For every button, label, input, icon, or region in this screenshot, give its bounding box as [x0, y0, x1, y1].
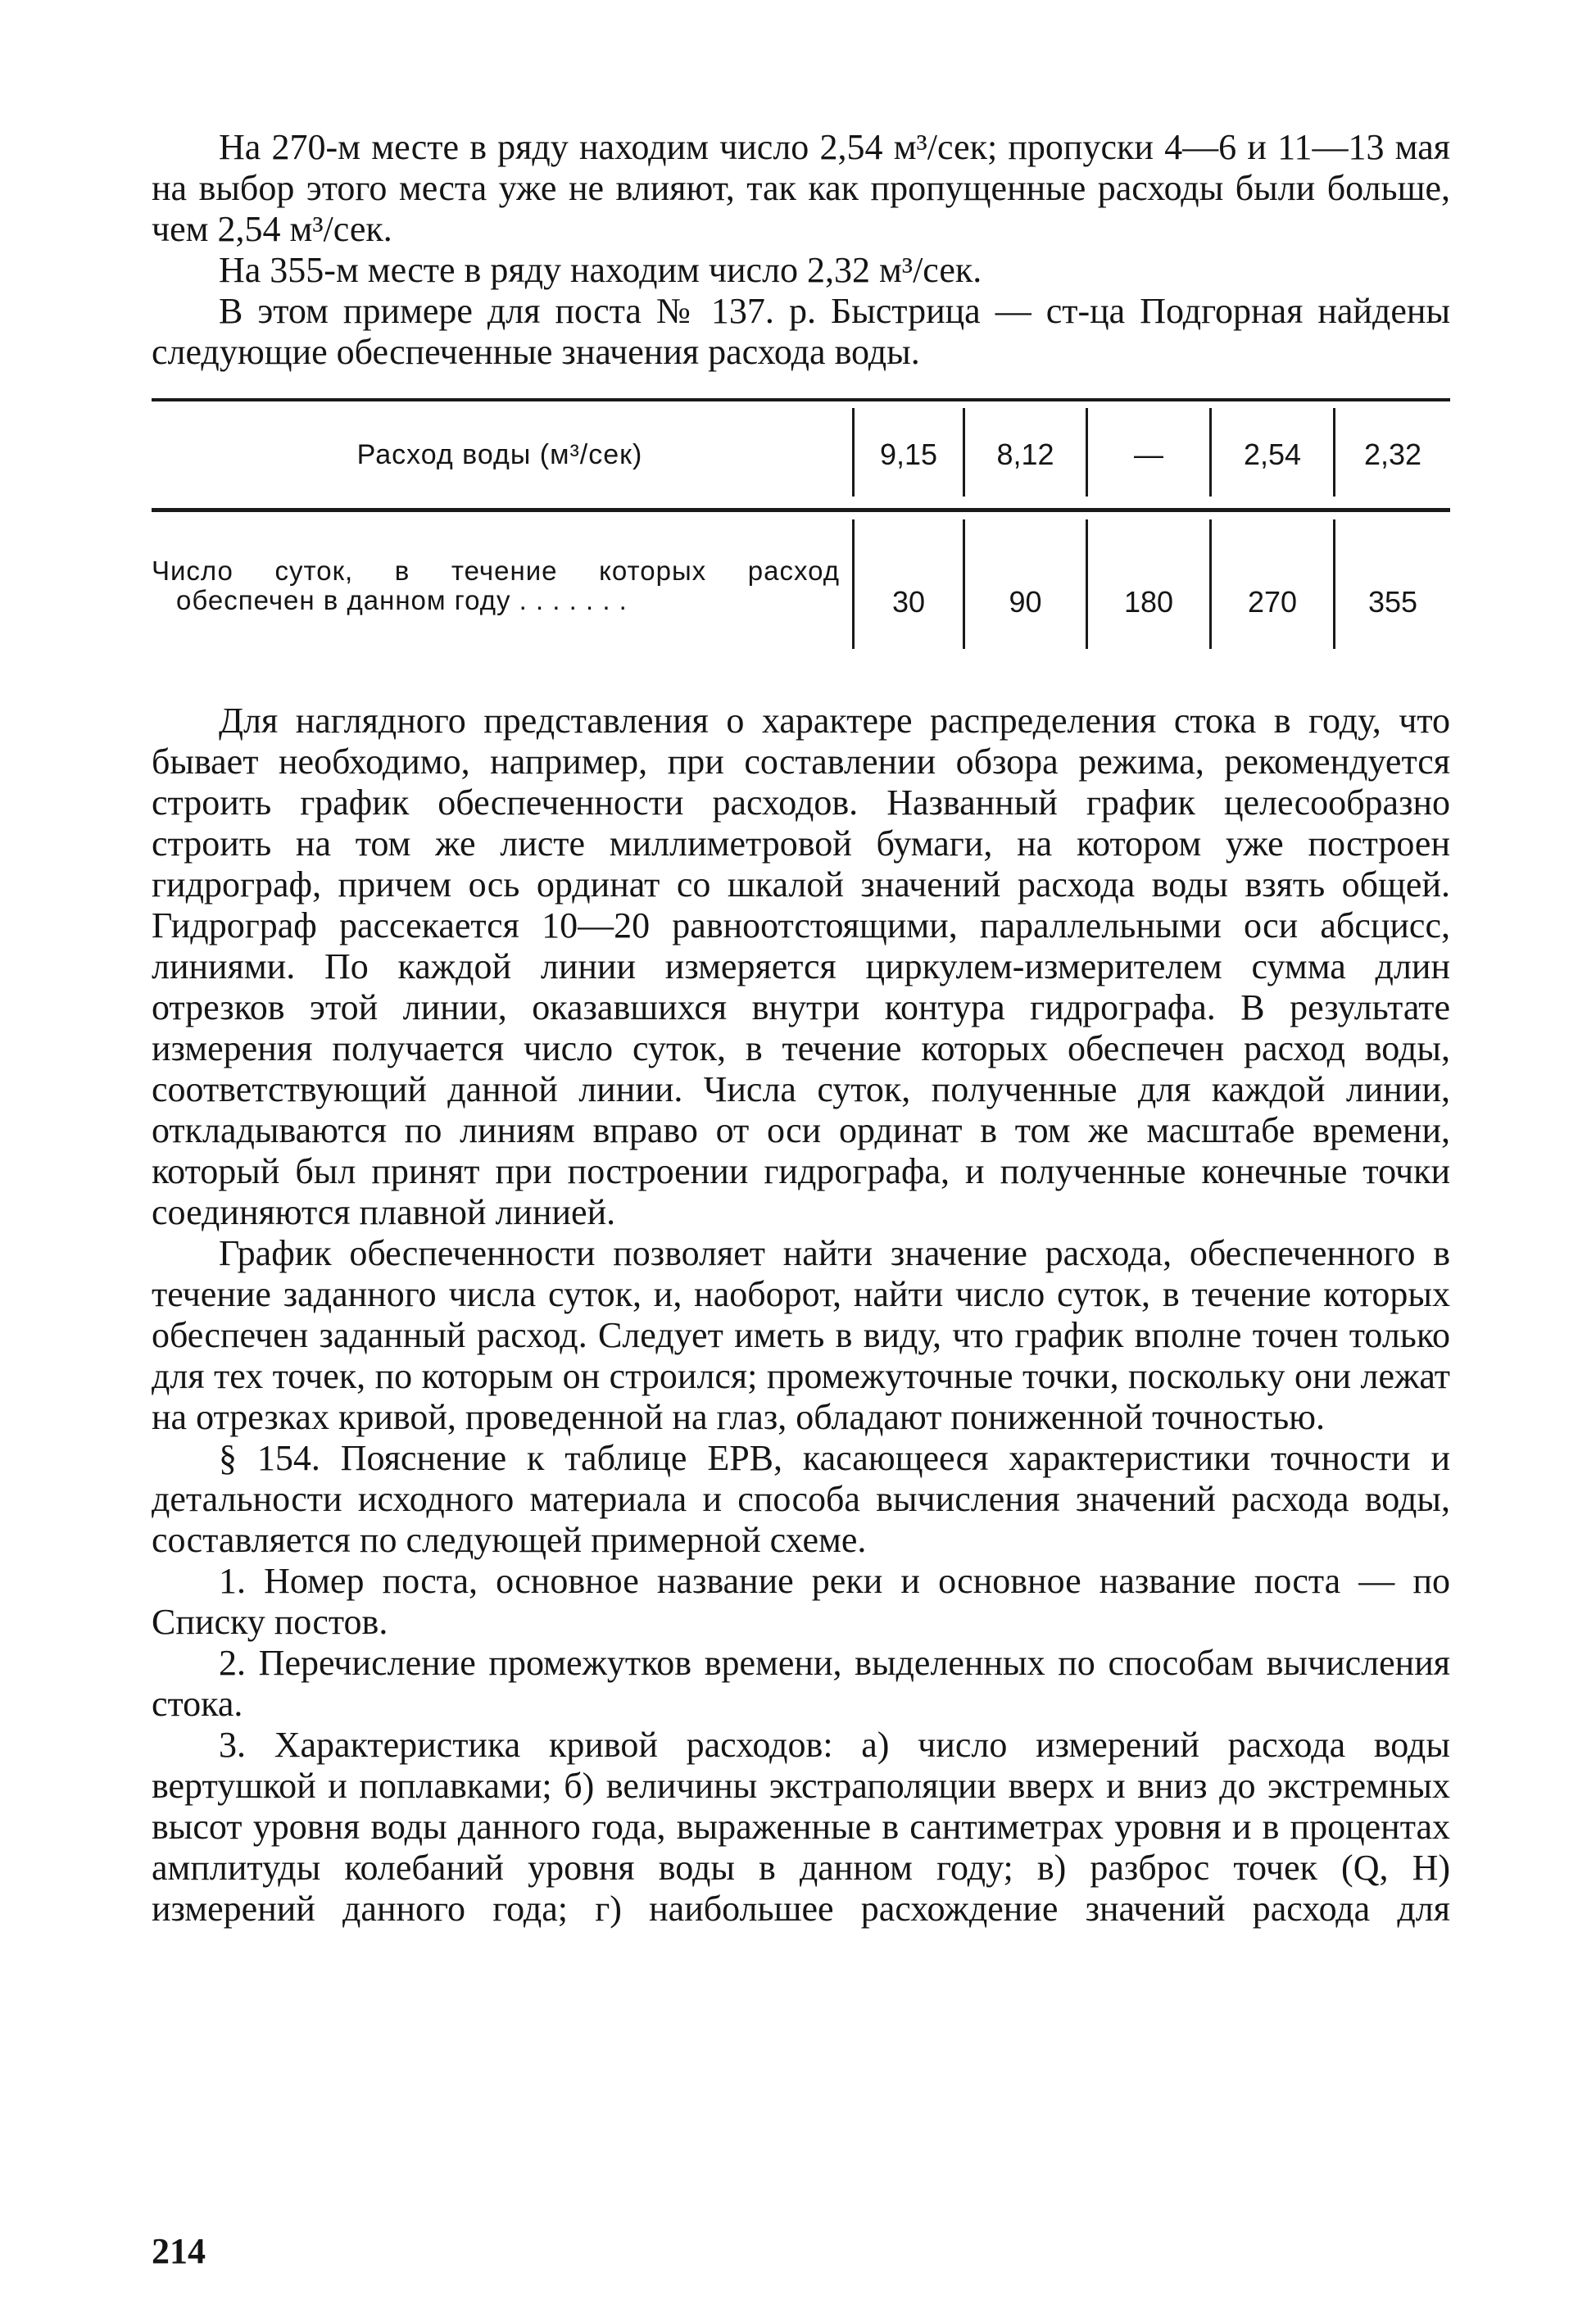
table-vline [852, 519, 855, 649]
list-item: 1. Номер поста, основное название реки и основное название поста — по Списку постов. [152, 1561, 1450, 1642]
intro-text [152, 127, 1450, 373]
row-days-label [152, 556, 840, 615]
paragraph-graph-construction: Для наглядного представления о характере распределения стока в году, что бывает необходимо, например, при составлении обзора режима, рекомендуется строить график обеспеченности расходов. Названный график целесообразно строить на том же листе миллиметровой бумаги, на котором уже построен гидрограф, причем ось ординат со шкалой значений расхода воды взять общей. Гидрограф рассекается 10—20 равноотстоящими, параллельными оси абсцисс, линиями. По каждой линии измеряется циркулем-измерителем сумма длин отрезков этой линии, оказавшихся внутри контура гидрографа. В результате измерения получается число суток, в течение которых обеспечен расход воды, соответствующий данной линии. Числа суток, полученные для каждой линии, откладываются по линиям вправо от оси ординат в том же масштабе времени, который был принят при построении гидрографа, и полученные конечные точки соединяются плавной линией. [152, 701, 1450, 1232]
table-vline [963, 519, 965, 649]
table-vline [1333, 519, 1335, 649]
paragraph-355: На 355-м месте в ряду находим число 2,32 м³/сек. [219, 250, 982, 290]
header-discharge-label: Расход воды (м³/сек) [356, 439, 643, 470]
table-middle-rule [152, 508, 1450, 512]
header-value: — [1134, 438, 1163, 471]
scheme-list [152, 1561, 1450, 1930]
paragraph-section-154: § 154. Пояснение к таблице ЕРВ, касающееся характеристики точности и детальности исходного материала и способа вычисления значений расхода воды, составляется по следующей примерной схеме. [152, 1438, 1450, 1560]
discharge-table [152, 398, 1450, 660]
header-value: 2,32 [1363, 438, 1422, 471]
table-vline [1209, 519, 1212, 649]
page-number: 214 [152, 2231, 206, 2271]
table-vline [1086, 519, 1088, 649]
body-text [152, 701, 1450, 1930]
list-item: 3. Характеристика кривой расходов: а) число измерений расхода воды вертушкой и поплавками; б) величины экстраполяции вверх и вниз до экстремных высот уровня воды данного года, выраженные в сантиметрах уровня и в процентах амплитуды колебаний уровня воды в данном году; в) разброс точек (Q, H) измерений данного года; г) наибольшее расхождение значений расхода для [152, 1725, 1450, 1929]
paragraph-example: В этом примере для поста № 137. р. Быстрица — ст-ца Подгорная найдены следующие обеспеченные значения расхода воды. [152, 291, 1450, 372]
header-value: 9,15 [879, 438, 938, 471]
paragraph-graph-usage: График обеспеченности позволяет найти значение расхода, обеспеченного в течение заданного числа суток, и, наоборот, найти число суток, в течение которых обеспечен заданный расход. Следует иметь в виду, что график вполне точен только для тех точек, по которым он строился; промежуточные точки, поскольку они лежат на отрезках кривой, проведенной на глаз, обладают пониженной точностью. [152, 1233, 1450, 1437]
list-item: 2. Перечисление промежутков времени, выделенных по способам вычисления стока. [152, 1643, 1450, 1724]
header-value: 8,12 [996, 438, 1054, 471]
header-value: 2,54 [1243, 438, 1302, 471]
row-value: 270 [1247, 585, 1298, 619]
row-days-label-line2: обеспечен в данном году . . . . . . . [176, 585, 628, 615]
row-value: 30 [891, 585, 926, 619]
row-value: 180 [1123, 585, 1174, 619]
row-value: 90 [1009, 585, 1042, 619]
table-top-rule [152, 398, 1450, 401]
row-days-label-line1: Число суток, в течение которых расход [152, 556, 840, 586]
paragraph-270: На 270-м месте в ряду находим число 2,54 м³/сек; пропуски 4—6 и 11—13 мая на выбор этого места уже не влияют, так как пропущенные расходы были больше, чем 2,54 м³/сек. [152, 127, 1450, 249]
row-value: 355 [1367, 585, 1418, 619]
